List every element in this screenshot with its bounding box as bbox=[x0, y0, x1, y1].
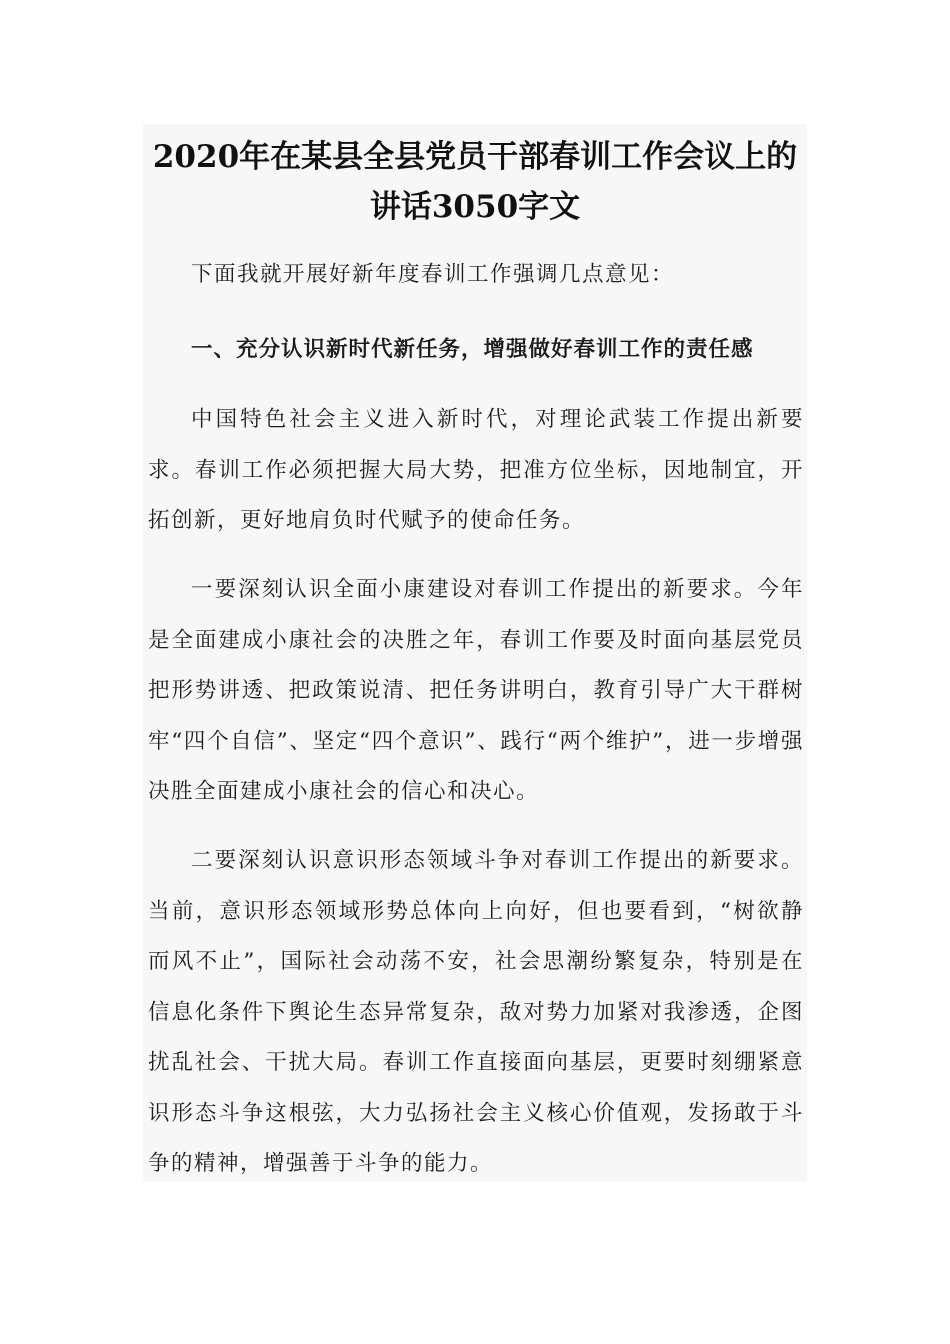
section-heading-1: 一、充分认识新时代新任务，增强做好春训工作的责任感 bbox=[191, 337, 754, 362]
body-paragraph-2: 一要深刻认识全面小康建设对春训工作提出的新要求。今年是全面建成小康社会的决胜之年，春训工作要及时面向基层党员把形势讲透、把政策说清、把任务讲明白，教育引导广大干群树牢“四个自信”、坚定“四个意识”、践行“两个维护”，进一步增强决胜全面建成小康社会的信心和决心。 bbox=[148, 577, 804, 804]
document-title bbox=[143, 132, 807, 232]
title-line-2: 讲话3050字文 bbox=[369, 189, 581, 225]
body-paragraph-1: 中国特色社会主义进入新时代，对理论武装工作提出新要求。春训工作必须把握大局大势，把准方位坐标，因地制宜，开拓创新，更好地肩负时代赋予的使命任务。 bbox=[148, 407, 804, 533]
body-paragraph-3: 二要深刻认识意识形态领域斗争对春训工作提出的新要求。当前，意识形态领域形势总体向上向好，但也要看到，“树欲静而风不止”，国际社会动荡不安，社会思潮纷繁复杂，特别是在信息化条件下舆论生态异常复杂，敌对势力加紧对我渗透，企图扰乱社会、干扰大局。春训工作直接面向基层，更要时刻绷紧意识形态斗争这根弦，大力弘扬社会主义核心价值观，发扬敢于斗争的精神，增强善于斗争的能力。 bbox=[148, 848, 804, 1176]
title-line-1: 2020年在某县全县党员干部春训工作会议上的 bbox=[152, 139, 798, 175]
intro-paragraph: 下面我就开展好新年度春训工作强调几点意见： bbox=[191, 262, 675, 287]
